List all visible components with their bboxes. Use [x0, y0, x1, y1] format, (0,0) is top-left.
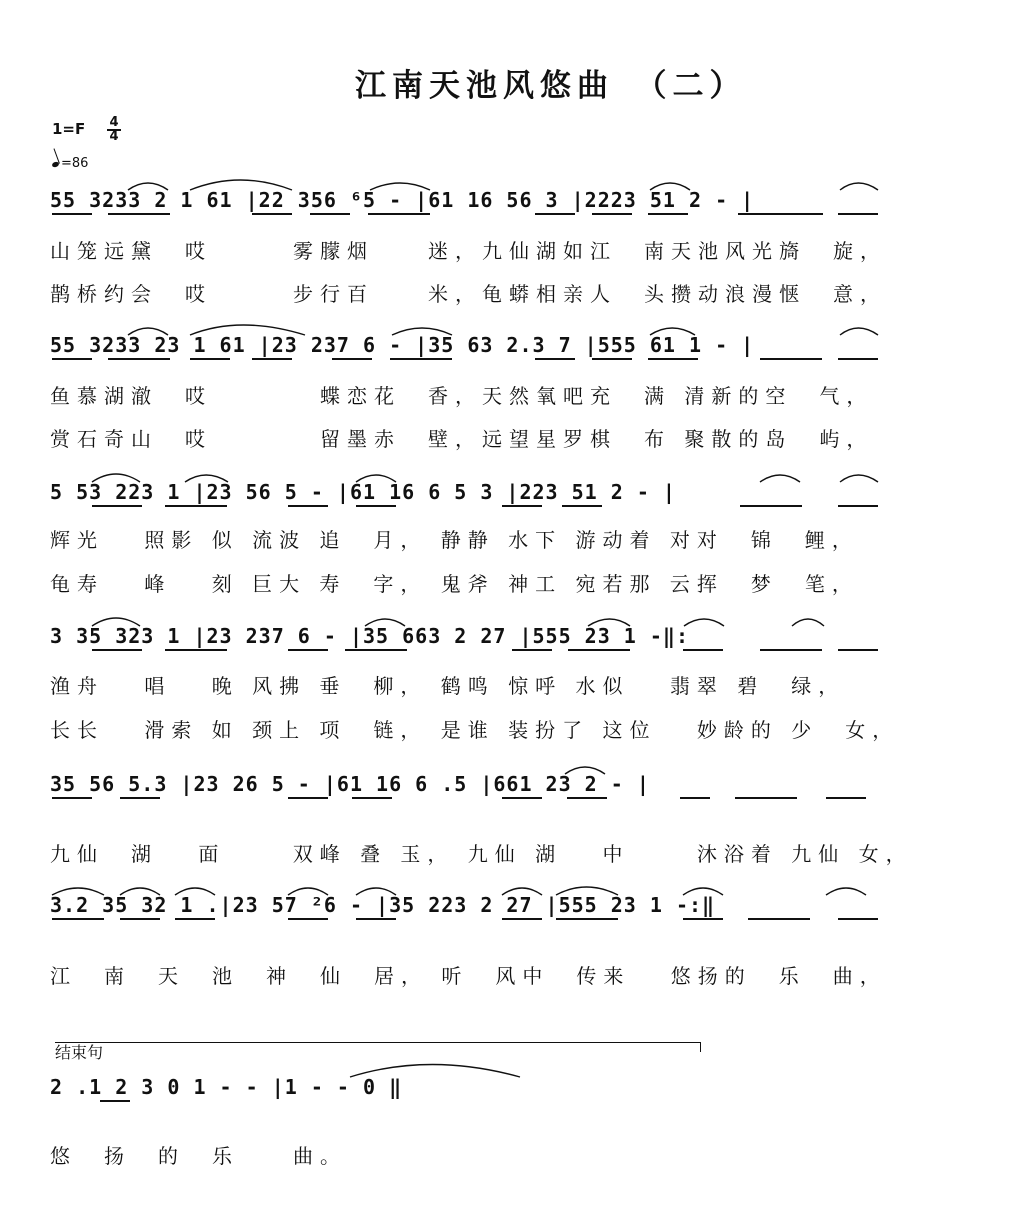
note-underline [352, 797, 392, 799]
lyrics-system-1-verse-1: 山笼远黛 哎 雾朦烟 迷，九仙湖如江 南天池风光旖 旋， [50, 239, 887, 263]
note-underline [52, 358, 92, 360]
note-underline [838, 649, 878, 651]
note-underline [735, 797, 797, 799]
note-underline [345, 649, 407, 651]
note-underline [748, 918, 810, 920]
note-underline [52, 797, 92, 799]
note-underline [390, 358, 452, 360]
note-underline [190, 358, 230, 360]
note-underline [120, 918, 160, 920]
note-underline [288, 505, 328, 507]
note-underline [512, 649, 552, 651]
score-title: 江南天池风悠曲 （二） [355, 68, 747, 104]
ending-bracket-tick [700, 1042, 701, 1052]
notes-system-5: 35 56 5.3 |23 26 5 - |61 16 6 .5 |661 23 2 - | [50, 772, 650, 796]
note-underline [356, 505, 396, 507]
notes-system-3: 5 53 223 1 |23 56 5 - |61 16 6 5 3 |223 51 2 - | [50, 480, 676, 504]
note-underline [52, 213, 92, 215]
slur [760, 475, 800, 482]
slur [840, 475, 878, 482]
ending-bracket-line [55, 1042, 701, 1043]
note-underline [535, 213, 575, 215]
note-underline [368, 213, 430, 215]
note-underline [838, 918, 878, 920]
note-underline [92, 649, 142, 651]
lyrics-system-1-verse-2: 鹊桥约会 哎 步行百 米，龟蟒相亲人 头攒动浪漫惬 意， [50, 282, 887, 306]
lyrics-system-3-verse-2: 龟寿 峰 刻 巨大 寿 字， 鬼斧 神工 宛若那 云挥 梦 笔， [50, 572, 859, 596]
note-underline [535, 358, 575, 360]
slur [840, 328, 878, 335]
note-underline [310, 213, 350, 215]
note-underline [648, 213, 688, 215]
note-underline [332, 358, 372, 360]
notes-system-6: 3.2 35 32 1 .|23 57 ²6 - |35 223 2 27 |555 23 1 -:‖ [50, 893, 716, 917]
note-underline [648, 358, 698, 360]
note-underline [502, 505, 542, 507]
note-underline [838, 505, 878, 507]
notes-system-1: 55 3233 2 1 61 |22 356 ⁶5 - |61 16 56 3 |2223 51 2 - | [50, 188, 755, 212]
note-underline [120, 797, 160, 799]
note-underline [562, 505, 602, 507]
lyrics-system-4-verse-2: 长长 滑索 如 颈上 项 链， 是谁 装扮了 这位 妙龄的 少 女， [50, 718, 900, 742]
note-underline [826, 797, 866, 799]
note-underline [680, 797, 710, 799]
note-underline [108, 358, 170, 360]
note-underline [502, 797, 542, 799]
note-underline [683, 649, 723, 651]
lyrics-system-2-verse-2: 赏石奇山 哎 留墨赤 壁，远望星罗棋 布 聚散的岛 屿， [50, 427, 874, 451]
slur [826, 888, 866, 895]
slur [840, 183, 878, 190]
note-underline [592, 213, 632, 215]
lyrics-system-4-verse-1: 渔舟 唱 晚 风拂 垂 柳， 鹤鸣 惊呼 水似 翡翠 碧 绿， [50, 674, 846, 698]
note-underline [683, 918, 723, 920]
notes-ending: 2 .1 2 3 0 1 - - |1 - - 0 ‖ [50, 1075, 403, 1099]
notes-system-2: 55 3233 23 1 61 |23 237 6 - |35 63 2.3 7 |555 61 1 - | [50, 333, 755, 357]
note-underline [288, 918, 328, 920]
lyrics-system-5: 九仙 湖 面 双峰 叠 玉， 九仙 湖 中 沐浴着 九仙 女， [50, 842, 913, 866]
tempo-marking [52, 156, 88, 171]
note-underline [165, 649, 227, 651]
note-underline [567, 797, 607, 799]
time-signature-bottom: 4 [109, 129, 119, 144]
lyrics-ending: 悠 扬 的 乐 曲。 [50, 1144, 347, 1168]
lyrics-system-3-verse-1: 辉光 照影 似 流波 追 月， 静静 水下 游动着 对对 锦 鲤， [50, 528, 859, 552]
slur [684, 619, 724, 626]
note-underline [592, 358, 632, 360]
lyrics-system-2-verse-1: 鱼慕湖澈 哎 蝶恋花 香，天然氧吧充 满 清新的空 气， [50, 384, 874, 408]
quarter-note-icon [51, 161, 59, 168]
note-underline [92, 505, 142, 507]
note-underline [740, 505, 802, 507]
note-underline [288, 649, 328, 651]
tempo-value: =86 [61, 156, 89, 171]
lyrics-system-6: 江 南 天 池 神 仙 居， 听 风中 传来 悠扬的 乐 曲， [50, 964, 887, 988]
time-signature [107, 117, 121, 143]
time-signature-top: 4 [109, 115, 119, 130]
notes-system-4: 3 35 323 1 |23 237 6 - |35 663 2 27 |555 23 1 -‖: [50, 624, 690, 648]
note-underline [738, 213, 823, 215]
slur [792, 619, 824, 626]
note-underline [556, 918, 618, 920]
note-underline [760, 649, 822, 651]
note-underline [108, 213, 170, 215]
key-signature: 1=F [52, 120, 86, 138]
note-underline [838, 358, 878, 360]
note-underline [760, 358, 822, 360]
note-underline [568, 649, 630, 651]
note-underline [838, 213, 878, 215]
note-underline [252, 213, 292, 215]
note-underline [100, 1100, 130, 1102]
ending-label: 结束句 [55, 1043, 104, 1062]
note-underline [356, 918, 396, 920]
note-underline [288, 797, 328, 799]
note-underline [175, 918, 215, 920]
note-underline [502, 918, 542, 920]
note-underline [52, 918, 104, 920]
note-underline [252, 358, 292, 360]
note-underline [165, 505, 227, 507]
